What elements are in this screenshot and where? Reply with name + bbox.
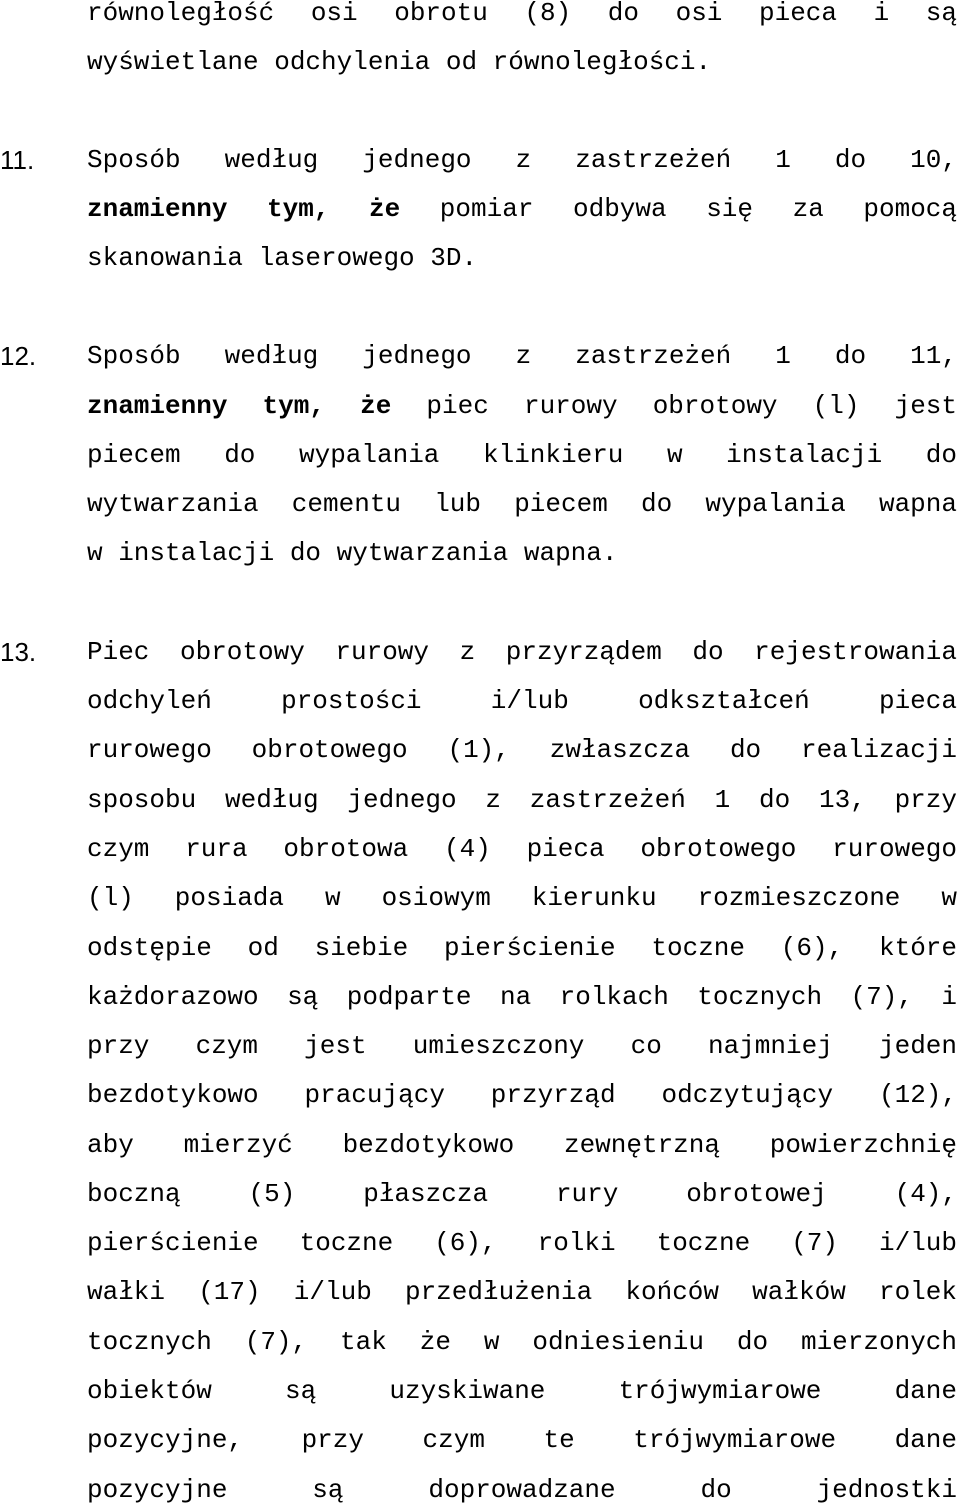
claim13-line-16: obiektów są uzyskiwane trójwymiarowe dane: [87, 1376, 957, 1406]
claim13-line-8: każdorazowo są podparte na rolkach tocznych (7), i: [87, 982, 957, 1012]
claim11-keyword: znamienny tym, że: [87, 194, 401, 224]
claim10-line-2: wyświetlane odchylenia od równoległości.: [87, 47, 712, 77]
claim13-line-10: bezdotykowo pracujący przyrząd odczytujący (12),: [87, 1080, 957, 1110]
claim13-line-17: pozycyjne, przy czym te trójwymiarowe dane: [87, 1425, 957, 1455]
claim13-line-9: przy czym jest umieszczony co najmniej jeden: [87, 1031, 957, 1061]
claim13-line-7: odstępie od siebie pierścienie toczne (6), które: [87, 933, 957, 963]
claim13-line-15: tocznych (7), tak że w odniesieniu do mierzonych: [87, 1327, 957, 1357]
claim11-number: 11.: [0, 145, 35, 175]
claim11-line-1: Sposób według jednego z zastrzeżeń 1 do 10,: [87, 145, 957, 175]
claim11-line-2: [87, 193, 957, 225]
claim11-line-2-text: pomiar odbywa się za pomocą: [400, 194, 958, 224]
claim13-line-1: Piec obrotowy rurowy z przyrządem do rejestrowania: [87, 637, 957, 667]
claim13-line-11: aby mierzyć bezdotykowo zewnętrzną powierzchnię: [87, 1130, 957, 1160]
claim13-line-12: boczną (5) płaszcza rury obrotowej (4),: [87, 1179, 957, 1209]
claim12-line-3: piecem do wypalania klinkieru w instalacji do: [87, 440, 957, 470]
claim11-line-3: skanowania laserowego 3D.: [87, 243, 478, 273]
claim12-line-5: w instalacji do wytwarzania wapna.: [87, 538, 618, 568]
claim12-line-4: wytwarzania cementu lub piecem do wypalania wapna: [87, 489, 957, 519]
claim12-line-2-text: piec rurowy obrotowy (l) jest: [391, 391, 957, 421]
claim12-number: 12.: [0, 341, 37, 371]
claim13-line-13: pierścienie toczne (6), rolki toczne (7) i/lub: [87, 1228, 957, 1258]
claim12-line-1: Sposób według jednego z zastrzeżeń 1 do 11,: [87, 341, 957, 371]
claim13-number: 13.: [0, 637, 37, 667]
claim13-line-2: odchyleń prostości i/lub odkształceń pieca: [87, 686, 957, 716]
claim13-line-18: pozycyjne są doprowadzane do jednostki: [87, 1475, 957, 1505]
claim10-line-1: równoległość osi obrotu (8) do osi pieca i są: [87, 0, 957, 28]
claim13-line-6: (l) posiada w osiowym kierunku rozmieszczone w: [87, 883, 957, 913]
claim13-line-3: rurowego obrotowego (1), zwłaszcza do realizacji: [87, 735, 957, 765]
claim12-keyword: znamienny tym, że: [87, 391, 392, 421]
claim13-line-5: czym rura obrotowa (4) pieca obrotowego rurowego: [87, 834, 957, 864]
claim12-line-2: [87, 390, 957, 422]
claim13-line-14: wałki (17) i/lub przedłużenia końców wałków rolek: [87, 1277, 957, 1307]
claim13-line-4: sposobu według jednego z zastrzeżeń 1 do 13, przy: [87, 785, 957, 815]
